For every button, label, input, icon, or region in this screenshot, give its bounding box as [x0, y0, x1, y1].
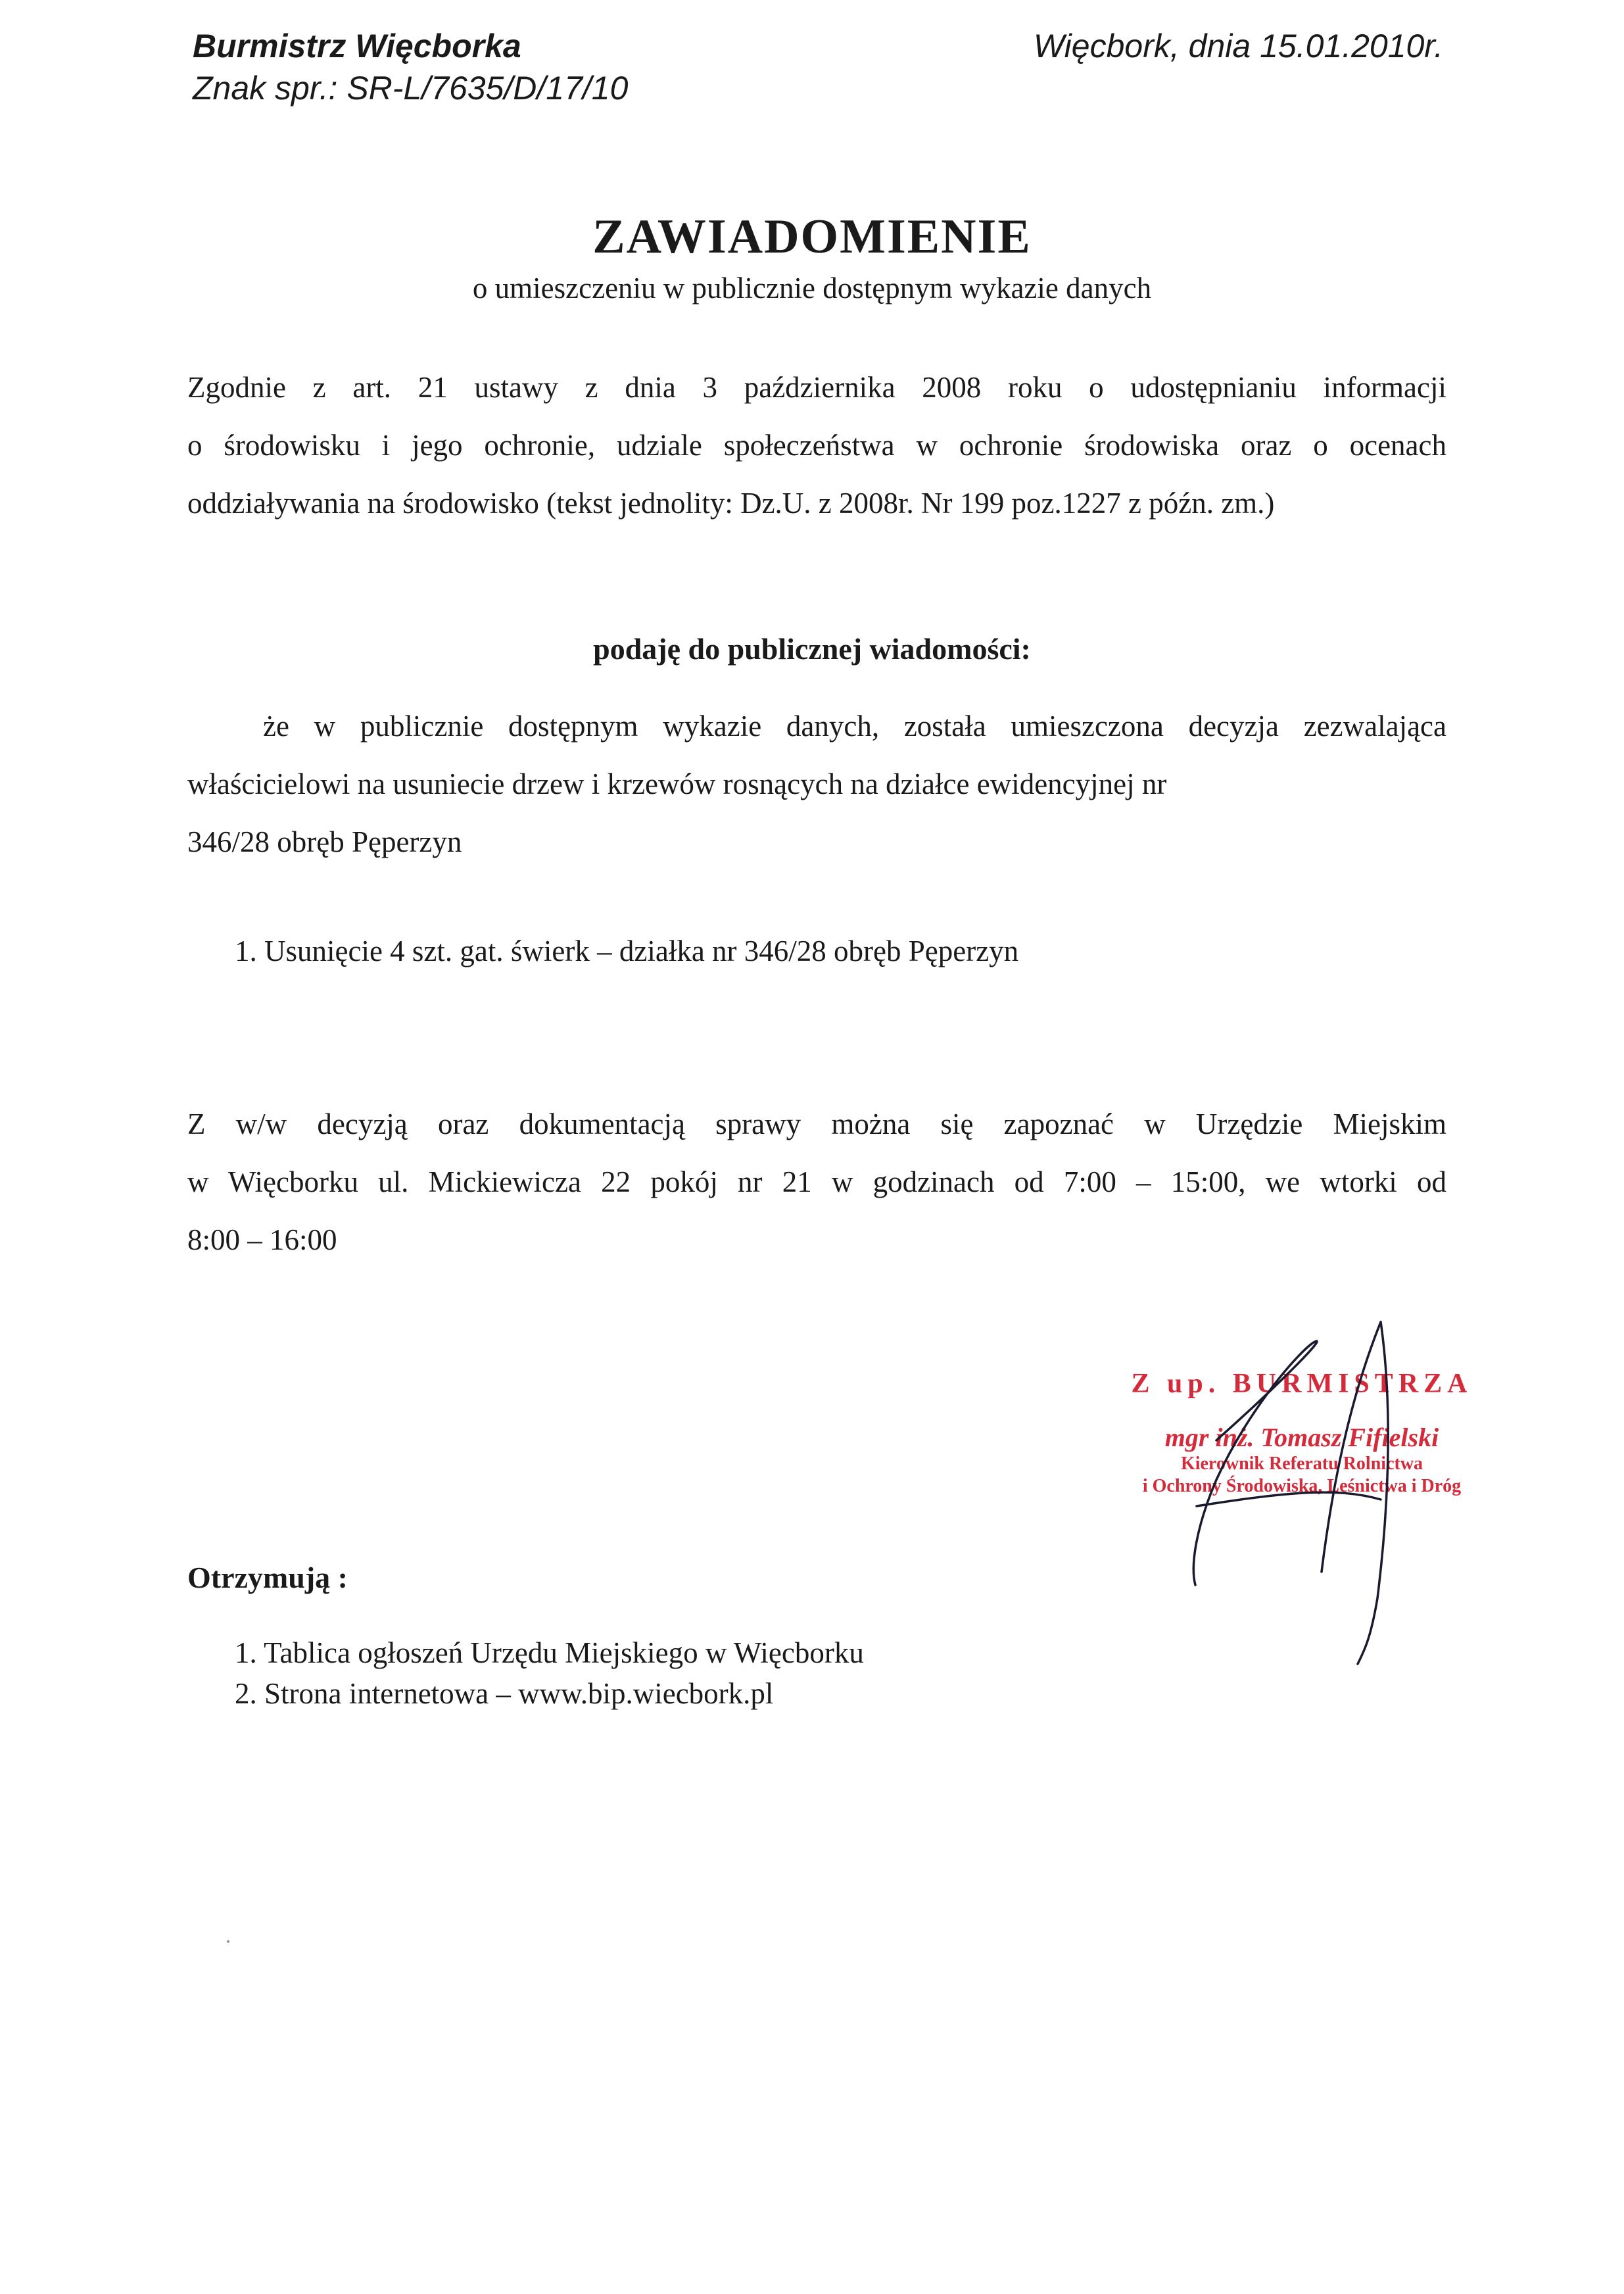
announcement-heading: podaję do publicznej wiadomości: [593, 632, 1031, 666]
legal-basis-line: o środowisku i jego ochronie, udziale społeczeństwa w ochronie środowiska oraz o ocenach [187, 429, 1446, 462]
case-reference: Znak spr.: SR-L/7635/D/17/10 [193, 70, 629, 107]
document-title: ZAWIADOMIENIE [592, 210, 1032, 264]
document-subtitle: o umieszczeniu w publicznie dostępnym wykazie danych [472, 272, 1152, 305]
stamp-department: i Ochrony Środowiska, Leśnictwa i Dróg [1142, 1476, 1462, 1496]
decision-item: 1. Usunięcie 4 szt. gat. świerk – działka nr 346/28 obręb Pęperzyn [235, 935, 1019, 967]
stamp-name: mgr inż. Tomasz Fifielski [1164, 1423, 1439, 1452]
stamp-authority: Z up. BURMISTRZA [1131, 1369, 1473, 1399]
decision-line: 346/28 obręb Pęperzyn [187, 825, 462, 858]
issuing-office: Burmistrz Więcborka [193, 28, 521, 64]
recipients-list [235, 1632, 864, 1714]
letterhead [193, 25, 628, 109]
decision-line: właścicielowi na usuniecie drzew i krzewów rosnących na działce ewidencyjnej nr [187, 768, 1167, 800]
recipients-heading: Otrzymują : [187, 1561, 348, 1594]
scan-speck [227, 1940, 229, 1943]
access-info-line: w Więcborku ul. Mickiewicza 22 pokój nr 21 w godzinach od 7:00 – 15:00, we wtorki od [187, 1165, 1446, 1198]
recipient-item: 2. Strona internetowa – www.bip.wiecbork.pl [235, 1677, 774, 1710]
handwritten-signature [1118, 1309, 1486, 1677]
legal-basis-line: Zgodnie z art. 21 ustawy z dnia 3 października 2008 roku o udostępnianiu informacji [187, 371, 1446, 404]
stamp-position: Kierownik Referatu Rolnictwa [1180, 1453, 1423, 1474]
place-and-date: Więcbork, dnia 15.01.2010r. [1033, 28, 1443, 64]
access-info-paragraph [187, 1095, 1446, 1269]
access-info-line: Z w/w decyzją oraz dokumentacją sprawy można się zapoznać w Urzędzie Miejskim [187, 1108, 1446, 1140]
decision-line: że w publicznie dostępnym wykazie danych, została umieszczona decyzja zezwalająca [263, 710, 1446, 743]
legal-basis-paragraph [187, 358, 1446, 532]
recipient-item: 1. Tablica ogłoszeń Urzędu Miejskiego w Więcborku [235, 1636, 864, 1669]
decision-paragraph [187, 697, 1446, 871]
legal-basis-line: oddziaływania na środowisko (tekst jednolity: Dz.U. z 2008r. Nr 199 poz.1227 z późn. zm.) [187, 487, 1275, 520]
access-info-line: 8:00 – 16:00 [187, 1223, 337, 1256]
